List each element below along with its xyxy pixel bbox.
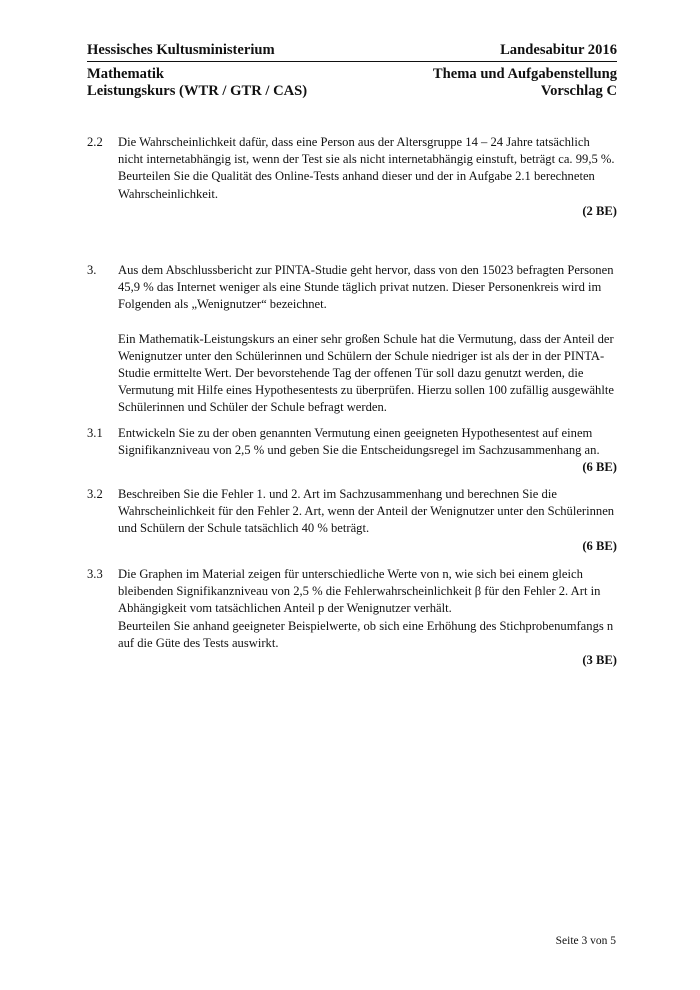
task-number: 3.2 <box>87 487 103 501</box>
task-number: 3.1 <box>87 426 103 440</box>
task-number: 2.2 <box>87 135 103 149</box>
task-number: 3.3 <box>87 567 103 581</box>
task-2-2 <box>87 134 617 220</box>
task-3-1 <box>87 425 617 477</box>
task-question: Beurteilen Sie die Qualität des Online-Tests anhand dieser und der in Aufgabe 2.1 berechneten Wahrscheinlichkeit. <box>118 169 595 201</box>
task-points: (6 BE) <box>582 460 617 475</box>
course-label: Leistungskurs (WTR / GTR / CAS) <box>87 83 308 99</box>
task-text: Entwickeln Sie zu der oben genannten Vermutung einen geeigneten Hypothesentest auf einem Signifikanzniveau von 2,5 % und geben Sie die Entscheidungsregel im Sachzusammenhang an. <box>118 426 600 458</box>
header-rule <box>87 61 617 62</box>
exam-name: Landesabitur 2016 <box>500 42 617 58</box>
task-context: Ein Mathematik-Leistungskurs an einer sehr großen Schule hat die Vermutung, dass der Anteil der Wenignutzer unter den Schülerinnen und Schülern der Schule niedriger ist als der in der PINTA-Studie ermittelte Wert. Der bevorstehende Tag der offenen Tür soll dazu genutzt werden, die Vermutung mit Hilfe eines Hypothesentests zu überprüfen. Hierzu sollen 100 zufällig ausgewählte Schülerinnen und Schüler der Schule befragt werden. <box>118 331 614 415</box>
header-subject-row <box>87 66 617 83</box>
task-question: Beurteilen Sie anhand geeigneter Beispielwerte, ob sich eine Erhöhung des Stichprobenumfangs n auf die Güte des Tests auswirkt. <box>118 618 614 650</box>
proposal-label: Vorschlag C <box>540 83 617 99</box>
task-text: Die Wahrscheinlichkeit dafür, dass eine Person aus der Altersgruppe 14 – 24 Jahre tatsächlich nicht internetabhängig ist, wenn der Test sie als nicht internetabhängig einstuft, beträgt ca. 99,5 %. <box>118 135 615 167</box>
task-points: (2 BE) <box>582 203 617 218</box>
task-3 <box>87 262 617 417</box>
task-points: (6 BE) <box>582 538 617 553</box>
task-number: 3. <box>87 263 97 277</box>
page-number: Seite 3 von 5 <box>555 935 616 947</box>
task-text: Die Graphen im Material zeigen für unterschiedliche Werte von n, wie sich bei einem gleich bleibenden Signifikanzniveau von 2,5 % die Fehlerwahrscheinlichkeit β für den Fehler 2. Art in Abhängigkeit vom tatsächlichen Anteil p der Wenignutzer verhält. <box>118 567 601 616</box>
ministry-name: Hessisches Kultusministerium <box>87 42 275 58</box>
topic-label: Thema und Aufgabenstellung <box>432 66 617 82</box>
task-points: (3 BE) <box>582 653 617 668</box>
task-text: Beschreiben Sie die Fehler 1. und 2. Art im Sachzusammenhang und berechnen Sie die Wahrscheinlichkeit für den Fehler 2. Art, wenn der Anteil der Wenignutzer unter den Schülerinnen und Schülern der Schule tatsächlich 40 % beträgt. <box>118 487 615 536</box>
header-course-row <box>87 83 617 100</box>
task-3-2 <box>87 486 617 555</box>
header-top-row <box>87 42 617 59</box>
subject-label: Mathematik <box>87 66 165 82</box>
task-3-3 <box>87 566 617 669</box>
task-text: Aus dem Abschlussbericht zur PINTA-Studie geht hervor, dass von den 15023 befragten Personen 45,9 % das Internet weniger als eine Stunde täglich privat nutzen. Dieser Personenkreis wird im Folgenden als „Wenignutzer“ bezeichnet. <box>118 263 614 312</box>
